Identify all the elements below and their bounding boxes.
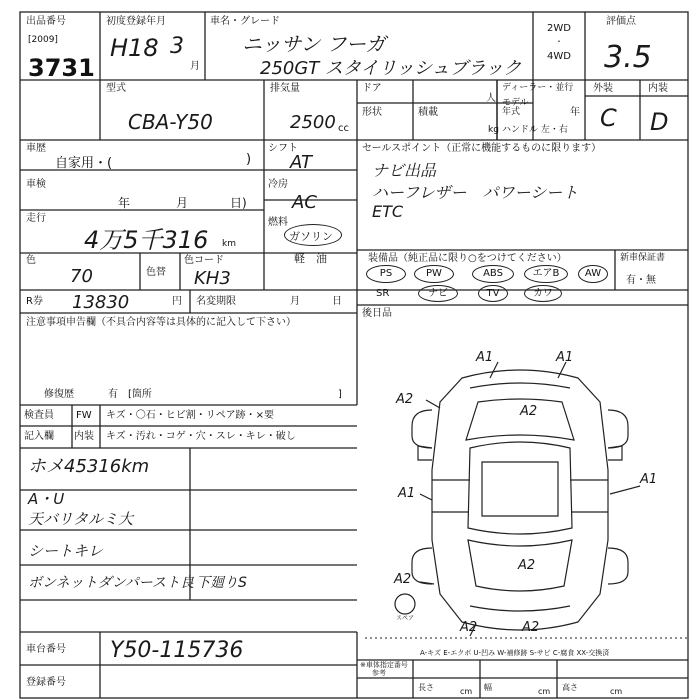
inspector-label: 検査員	[24, 410, 54, 421]
notice-label: 注意事項申告欄（不具合内容等は具体的に記入して下さい）	[26, 317, 296, 328]
sales-point-1: ナビ出品	[372, 161, 437, 180]
mileage-label: 走行	[26, 213, 46, 224]
entry-items: キズ・汚れ・コゲ・穴・スレ・キレ・破し	[106, 431, 296, 442]
equip-tv: TV	[478, 285, 508, 302]
note-line-2: A・U	[28, 490, 65, 508]
door-label: ドア	[362, 83, 382, 94]
repair-history-label: 修復歴	[44, 389, 74, 400]
mark-front-right: A1	[556, 350, 574, 365]
spare-label: スペア	[396, 615, 415, 622]
warranty-label: 新車保証書	[620, 253, 666, 263]
aircon-value: AC	[292, 192, 317, 213]
note-label: ※車体指定番号	[360, 661, 408, 669]
reg-year: H18	[110, 34, 159, 62]
repair-value: 有	[108, 389, 118, 400]
car-name-label: 車名・グレード	[210, 16, 280, 27]
mark-hood: A2	[520, 404, 538, 419]
shaken-year: 年	[118, 196, 131, 210]
car-name: ニッサン フーガ	[242, 32, 386, 56]
registration-label: 登録番号	[26, 677, 66, 688]
yen-unit: 円	[172, 296, 182, 307]
lot-number: 3731	[28, 54, 95, 82]
color-value: 70	[70, 266, 93, 287]
height-label: 高さ	[562, 683, 578, 692]
sales-point-2: ハーフレザー パワーシート	[372, 183, 579, 202]
note-line-1: ホメ45316km	[28, 456, 150, 477]
lot-no-label: 出品番号	[26, 16, 66, 27]
displacement-label: 排気量	[270, 83, 300, 94]
month-unit: 月	[190, 61, 200, 72]
length-label: 長さ	[418, 683, 434, 692]
equip-abs: ABS	[472, 265, 514, 283]
exterior-grade: C	[600, 104, 617, 132]
color-change-label: 色替	[146, 267, 166, 278]
note-line-5: ボンネットダンパースト良	[28, 575, 195, 591]
model-year-label: モデル年式	[502, 98, 529, 118]
kg-unit: kg	[488, 125, 499, 135]
repair-place: [箇所	[128, 389, 152, 400]
equip-navi: ナビ	[418, 285, 458, 302]
color-label: 色	[26, 255, 36, 266]
equip-pw: PW	[414, 265, 454, 283]
mark-front-left: A1	[476, 350, 494, 365]
shift-label: シフト	[268, 143, 298, 154]
repair-close: ]	[338, 389, 342, 400]
entry-label: 記入欄	[24, 431, 54, 442]
warranty-value: 有・無	[626, 275, 656, 286]
mark-left-door: A1	[398, 486, 416, 501]
sales-point-3: ETC	[372, 202, 404, 221]
person-unit: 人	[486, 93, 496, 104]
reg-date-label: 初度登録年月	[106, 16, 166, 27]
km-unit: km	[222, 239, 236, 249]
handle-label: ハンドル 左・右	[502, 125, 568, 135]
score-label: 評価点	[606, 16, 636, 27]
width-unit: cm	[538, 687, 551, 696]
length-unit: cm	[460, 687, 473, 696]
sales-points-label: セールスポイント（正常に機能するものに限ります）	[362, 143, 602, 154]
drive-dot: ・	[555, 37, 563, 46]
equip-ps: PS	[366, 265, 406, 283]
dealer-label: ディーラー・並行	[502, 83, 574, 93]
inspector-code: FW	[76, 410, 92, 421]
mark-right-door: A1	[640, 472, 658, 487]
mark-rear-right: A2	[522, 620, 540, 635]
note-line-3: 天バリタルミ大	[28, 510, 134, 528]
inspector-items: キズ・〇石・ヒビ割・リペア跡・×要	[106, 410, 274, 421]
shaken-label: 車検	[26, 179, 46, 190]
equip-leather: カワ	[524, 285, 562, 302]
r-ticket-label: R券	[26, 296, 43, 307]
aircon-label: 冷房	[268, 179, 288, 190]
equip-aw: AW	[578, 265, 608, 283]
fuel-gas: ガソリン	[289, 230, 333, 243]
chassis-label: 車台番号	[26, 644, 66, 655]
mark-trunk: A2	[518, 558, 536, 573]
car-grade: 250GT スタイリッシュブラック	[260, 58, 522, 79]
name-change-label: 名変期限	[196, 296, 236, 307]
mark-rear-bumper: A2	[460, 620, 478, 635]
year-code: [2009]	[28, 35, 58, 45]
chassis-number: Y50-115736	[110, 638, 244, 663]
exterior-label: 外装	[593, 83, 613, 94]
note-line-4: シートキレ	[28, 542, 103, 560]
model-label: 型式	[106, 83, 126, 94]
shift-value: AT	[290, 152, 312, 173]
r-ticket-value: 13830	[72, 292, 130, 313]
history-close: )	[246, 152, 252, 167]
equip-sr: SR	[376, 288, 390, 299]
year-unit: 年	[570, 107, 580, 118]
legend-text: A-キズ E-エクボ U-凹み W-補修跡 S-サビ C-腐食 XX-交換済	[420, 649, 610, 657]
reg-month: 3	[170, 34, 184, 59]
rear-items-label: 後日品	[362, 308, 392, 319]
width-label: 幅	[484, 683, 492, 692]
drive-2wd: 2WD	[547, 23, 571, 34]
fuel-diesel: 軽 油	[294, 252, 327, 265]
interior-grade: D	[650, 108, 669, 136]
mark-left-rear: A2	[394, 572, 412, 587]
height-unit: cm	[610, 687, 623, 696]
color-code: KH3	[194, 268, 231, 289]
equip-airbag: エアB	[524, 265, 568, 283]
interior-label: 内装	[648, 83, 668, 94]
name-change-month: 月	[290, 296, 300, 307]
cc-unit: cc	[338, 123, 349, 134]
shaken-month: 月	[176, 196, 189, 210]
note-line-6: 下廻りS	[196, 575, 247, 591]
entry-code: 内装	[74, 431, 94, 442]
equipment-label: 装備品（純正品に限り○をつけてください）	[368, 253, 567, 264]
note-ref: 参考	[372, 669, 386, 677]
color-code-label: 色コード	[184, 255, 224, 266]
shape-label: 形状	[362, 107, 382, 118]
history-value: 自家用・(	[55, 156, 113, 171]
displacement-value: 2500	[290, 112, 336, 133]
capacity-label: 積載	[418, 107, 438, 118]
model-code: CBA-Y50	[128, 110, 213, 134]
mileage-value: 4万5千316	[84, 226, 209, 254]
shaken-day: 日)	[230, 196, 247, 210]
drive-4wd: 4WD	[547, 51, 571, 62]
history-label: 車歴	[26, 143, 46, 154]
fuel-label: 燃料	[268, 217, 288, 228]
name-change-day: 日	[332, 296, 342, 307]
score-value: 3.5	[604, 40, 652, 75]
mark-left-front: A2	[396, 392, 414, 407]
